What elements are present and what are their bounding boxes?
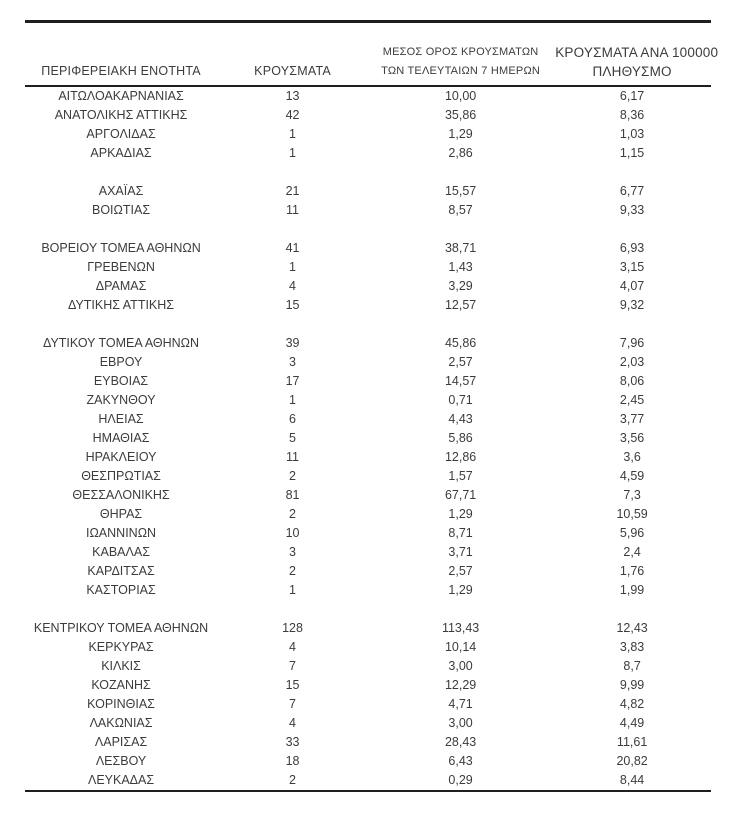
table-row	[25, 391, 711, 410]
per-100k-cell: 3,83	[619, 639, 645, 654]
avg-7day-cell: 113,43	[441, 620, 480, 635]
region-cell: ΗΛΕΙΑΣ	[98, 411, 144, 426]
avg-7day-cell: 2,86	[448, 145, 473, 160]
avg-7day-cell: 3,71	[448, 544, 473, 559]
avg-7day-cell: 0,29	[448, 772, 473, 787]
per-100k-cell: 2,4	[623, 544, 641, 559]
per-100k-cell: 10,59	[616, 506, 648, 521]
table-row	[25, 144, 711, 163]
header-avg-7day-label-line1: ΜΕΣΟΣ ΟΡΟΣ ΚΡΟΥΣΜΑΤΩΝ	[382, 45, 539, 58]
table-row	[25, 296, 711, 315]
per-100k-cell: 4,82	[619, 696, 645, 711]
table-row	[25, 543, 711, 562]
cases-cell: 1	[289, 582, 296, 597]
region-cell: ΗΡΑΚΛΕΙΟΥ	[85, 449, 157, 464]
spacer-cell	[25, 600, 711, 619]
region-cell: ΑΙΤΩΛΟΑΚΑΡΝΑΝΙΑΣ	[58, 88, 184, 103]
per-100k-cell: 4,59	[619, 468, 645, 483]
table-row	[25, 752, 711, 771]
avg-7day-cell: 1,29	[448, 582, 473, 597]
per-100k-cell: 6,17	[619, 88, 645, 103]
avg-7day-cell: 5,86	[448, 430, 473, 445]
per-100k-cell: 2,45	[619, 392, 645, 407]
table-row	[25, 562, 711, 581]
table-row	[25, 353, 711, 372]
per-100k-cell: 1,76	[619, 563, 645, 578]
cases-cell: 1	[289, 126, 296, 141]
header-row	[25, 22, 711, 86]
table-row	[25, 505, 711, 524]
table-row	[25, 695, 711, 714]
table-row	[25, 239, 711, 258]
per-100k-cell: 9,99	[619, 677, 645, 692]
region-cell: ΚΙΛΚΙΣ	[101, 658, 141, 673]
per-100k-cell: 3,15	[619, 259, 645, 274]
table-row	[25, 201, 711, 220]
avg-7day-cell: 10,00	[444, 88, 477, 103]
per-100k-cell: 3,6	[623, 449, 641, 464]
cases-cell: 3	[289, 354, 296, 369]
avg-7day-cell: 3,29	[448, 278, 473, 293]
per-100k-cell: 12,43	[616, 620, 648, 635]
table-row	[25, 771, 711, 791]
per-100k-cell: 1,15	[619, 145, 645, 160]
avg-7day-cell: 3,00	[448, 658, 473, 673]
region-cell: ΘΗΡΑΣ	[99, 506, 143, 521]
per-100k-cell: 2,03	[619, 354, 645, 369]
cases-cell: 13	[285, 88, 300, 103]
header-cases	[217, 22, 368, 86]
region-cell: ΛΑΚΩΝΙΑΣ	[89, 715, 153, 730]
region-cell: ΚΑΡΔΙΤΣΑΣ	[87, 563, 155, 578]
table-row	[25, 125, 711, 144]
table-row	[25, 258, 711, 277]
avg-7day-cell: 4,43	[448, 411, 473, 426]
region-cell: ΒΟΡΕΙΟΥ ΤΟΜΕΑ ΑΘΗΝΩΝ	[41, 240, 201, 255]
header-region-label: ΠΕΡΙΦΕΡΕΙΑΚΗ ΕΝΟΤΗΤΑ	[41, 63, 201, 78]
spacer-cell	[25, 220, 711, 239]
per-100k-cell: 20,82	[616, 753, 648, 768]
region-cell: ΙΩΑΝΝΙΝΩΝ	[85, 525, 157, 540]
per-100k-cell: 3,77	[619, 411, 645, 426]
cases-cell: 2	[289, 506, 296, 521]
avg-7day-cell: 38,71	[444, 240, 477, 255]
header-avg-7day	[368, 22, 553, 86]
cases-cell: 81	[285, 487, 300, 502]
per-100k-cell: 8,44	[619, 772, 645, 787]
cases-cell: 4	[289, 639, 296, 654]
table-body	[25, 86, 711, 791]
region-cell: ΚΑΒΑΛΑΣ	[92, 544, 150, 559]
avg-7day-cell: 12,29	[444, 677, 477, 692]
per-100k-cell: 4,49	[619, 715, 645, 730]
region-cell: ΖΑΚΥΝΘΟΥ	[86, 392, 156, 407]
regional-cases-table-container	[25, 20, 719, 792]
cases-cell: 3	[289, 544, 296, 559]
cases-cell: 11	[286, 449, 300, 464]
region-cell: ΓΡΕΒΕΝΩΝ	[87, 259, 155, 274]
region-cell: ΘΕΣΠΡΩΤΙΑΣ	[81, 468, 161, 483]
table-row	[25, 714, 711, 733]
cases-cell: 2	[289, 772, 296, 787]
avg-7day-cell: 1,57	[448, 468, 473, 483]
region-cell: ΑΡΓΟΛΙΔΑΣ	[86, 126, 156, 141]
table-row	[25, 524, 711, 543]
region-cell: ΛΕΥΚΑΔΑΣ	[87, 772, 155, 787]
cases-cell: 10	[285, 525, 300, 540]
cases-cell: 4	[289, 278, 296, 293]
region-cell: ΑΡΚΑΔΙΑΣ	[90, 145, 152, 160]
table-row	[25, 182, 711, 201]
spacer-cell	[25, 163, 711, 182]
avg-7day-cell: 2,57	[448, 563, 473, 578]
avg-7day-cell: 15,57	[444, 183, 477, 198]
region-cell: ΘΕΣΣΑΛΟΝΙΚΗΣ	[72, 487, 170, 502]
avg-7day-cell: 6,43	[448, 753, 473, 768]
cases-cell: 7	[289, 696, 296, 711]
cases-cell: 41	[285, 240, 300, 255]
cases-cell: 11	[286, 202, 300, 217]
avg-7day-cell: 12,57	[444, 297, 477, 312]
region-cell: ΛΕΣΒΟΥ	[95, 753, 147, 768]
cases-cell: 39	[285, 335, 300, 350]
region-cell: ΕΥΒΟΙΑΣ	[93, 373, 149, 388]
header-avg-7day-label-line2: ΤΩΝ ΤΕΛΕΥΤΑΙΩΝ 7 ΗΜΕΡΩΝ	[381, 64, 541, 77]
avg-7day-cell: 0,71	[448, 392, 473, 407]
avg-7day-cell: 35,86	[444, 107, 477, 122]
avg-7day-cell: 45,86	[444, 335, 477, 350]
avg-7day-cell: 12,86	[444, 449, 477, 464]
avg-7day-cell: 4,71	[448, 696, 473, 711]
cases-cell: 2	[289, 563, 296, 578]
region-cell: ΚΑΣΤΟΡΙΑΣ	[86, 582, 156, 597]
table-row	[25, 733, 711, 752]
avg-7day-cell: 1,29	[448, 126, 473, 141]
header-region	[25, 22, 217, 86]
header-per-100k-label-line2: ΠΛΗΘΥΣΜΟ	[592, 63, 672, 79]
table-row	[25, 277, 711, 296]
cases-cell: 33	[285, 734, 300, 749]
table-row	[25, 657, 711, 676]
cases-cell: 21	[285, 183, 300, 198]
region-cell: ΚΟΖΑΝΗΣ	[91, 677, 151, 692]
cases-cell: 4	[289, 715, 296, 730]
per-100k-cell: 6,77	[619, 183, 645, 198]
per-100k-cell: 1,99	[619, 582, 645, 597]
table-row	[25, 86, 711, 106]
avg-7day-cell: 1,43	[448, 259, 473, 274]
spacer-cell	[25, 315, 711, 334]
region-cell: ΔΡΑΜΑΣ	[95, 278, 147, 293]
header-cases-label: ΚΡΟΥΣΜΑΤΑ	[254, 63, 331, 78]
header-per-100k-label-line1: ΚΡΟΥΣΜΑΤΑ ΑΝΑ 100000	[555, 44, 719, 60]
per-100k-cell: 9,33	[619, 202, 645, 217]
avg-7day-cell: 1,29	[448, 506, 473, 521]
table-row	[25, 334, 711, 353]
cases-cell: 7	[289, 658, 296, 673]
per-100k-cell: 9,32	[619, 297, 645, 312]
per-100k-cell: 5,96	[619, 525, 645, 540]
table-row	[25, 581, 711, 600]
per-100k-cell: 8,06	[619, 373, 645, 388]
region-cell: ΕΒΡΟΥ	[99, 354, 143, 369]
region-cell: ΑΧΑΪΑΣ	[98, 183, 144, 198]
cases-cell: 5	[289, 430, 296, 445]
avg-7day-cell: 8,71	[448, 525, 473, 540]
group-spacer-row	[25, 600, 711, 619]
per-100k-cell: 4,07	[619, 278, 645, 293]
avg-7day-cell: 67,71	[444, 487, 477, 502]
table-row	[25, 410, 711, 429]
cases-cell: 17	[285, 373, 300, 388]
per-100k-cell: 7,96	[619, 335, 645, 350]
regional-cases-table	[25, 20, 719, 792]
table-row	[25, 638, 711, 657]
table-row	[25, 448, 711, 467]
header-per-100k	[553, 22, 719, 86]
cases-cell: 128	[282, 620, 303, 635]
cases-cell: 1	[289, 392, 296, 407]
region-cell: ΛΑΡΙΣΑΣ	[94, 734, 148, 749]
avg-7day-cell: 3,00	[448, 715, 473, 730]
per-100k-cell: 3,56	[619, 430, 645, 445]
region-cell: ΗΜΑΘΙΑΣ	[92, 430, 150, 445]
table-row	[25, 467, 711, 486]
per-100k-cell: 6,93	[619, 240, 645, 255]
group-spacer-row	[25, 163, 711, 182]
avg-7day-cell: 28,43	[444, 734, 477, 749]
table-row	[25, 619, 711, 638]
table-row	[25, 106, 711, 125]
region-cell: ΒΟΙΩΤΙΑΣ	[92, 202, 151, 217]
cases-cell: 6	[289, 411, 296, 426]
region-cell: ΚΟΡΙΝΘΙΑΣ	[87, 696, 155, 711]
cases-cell: 2	[289, 468, 296, 483]
table-header	[25, 22, 719, 86]
cases-cell: 1	[289, 145, 296, 160]
cases-cell: 1	[289, 259, 296, 274]
cases-cell: 15	[285, 297, 300, 312]
cases-cell: 42	[285, 107, 300, 122]
table-row	[25, 676, 711, 695]
region-cell: ΔΥΤΙΚΗΣ ΑΤΤΙΚΗΣ	[68, 297, 175, 312]
avg-7day-cell: 14,57	[444, 373, 477, 388]
avg-7day-cell: 10,14	[444, 639, 477, 654]
per-100k-cell: 11,61	[616, 734, 648, 749]
avg-7day-cell: 2,57	[448, 354, 473, 369]
cases-cell: 15	[285, 677, 300, 692]
region-cell: ΔΥΤΙΚΟΥ ΤΟΜΕΑ ΑΘΗΝΩΝ	[43, 335, 200, 350]
table-row	[25, 486, 711, 505]
avg-7day-cell: 8,57	[448, 202, 473, 217]
region-cell: ΚΕΝΤΡΙΚΟΥ ΤΟΜΕΑ ΑΘΗΝΩΝ	[33, 620, 209, 635]
per-100k-cell: 1,03	[619, 126, 645, 141]
table-row	[25, 372, 711, 391]
per-100k-cell: 7,3	[623, 487, 641, 502]
per-100k-cell: 8,36	[619, 107, 645, 122]
group-spacer-row	[25, 315, 711, 334]
region-cell: ΚΕΡΚΥΡΑΣ	[88, 639, 154, 654]
group-spacer-row	[25, 220, 711, 239]
cases-cell: 18	[285, 753, 300, 768]
per-100k-cell: 8,7	[623, 658, 641, 673]
table-row	[25, 429, 711, 448]
region-cell: ΑΝΑΤΟΛΙΚΗΣ ΑΤΤΙΚΗΣ	[54, 107, 188, 122]
